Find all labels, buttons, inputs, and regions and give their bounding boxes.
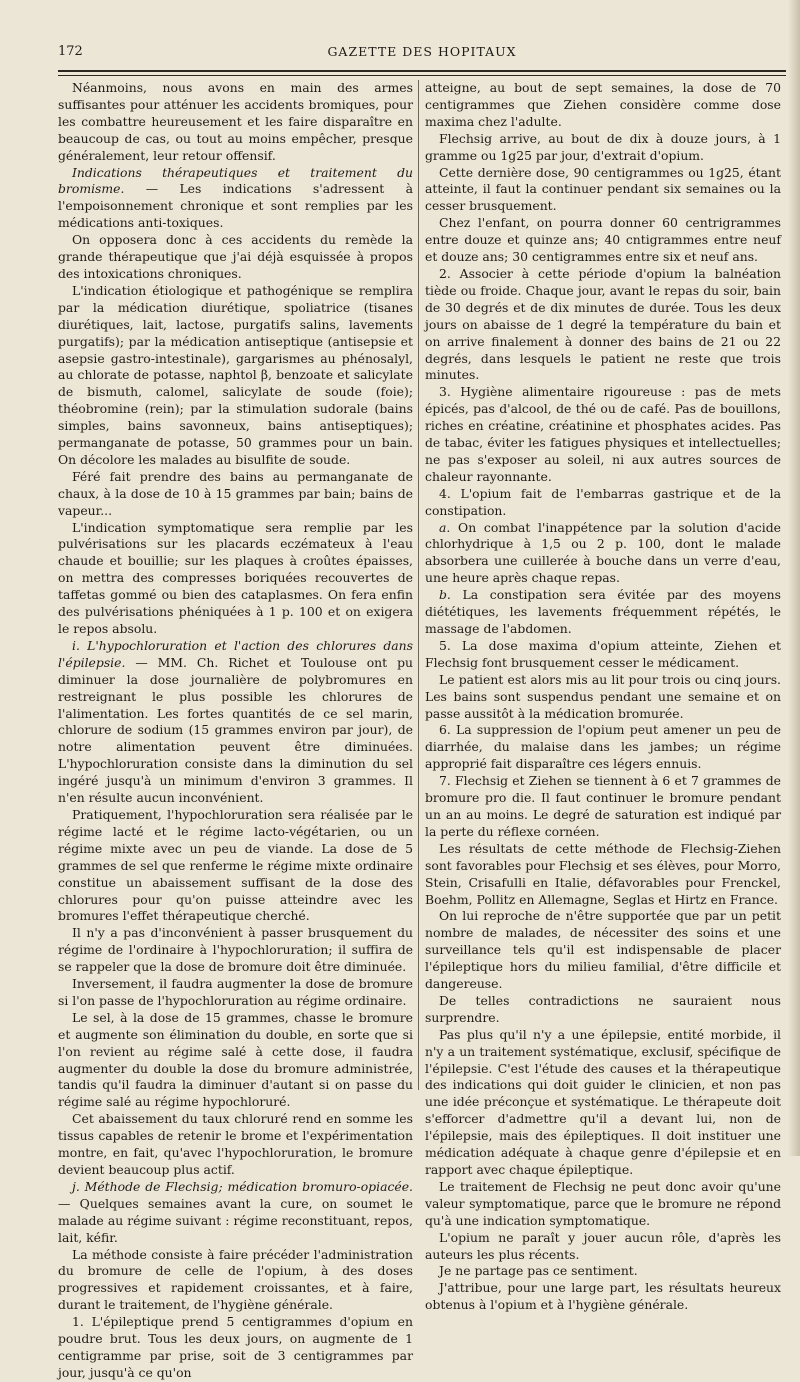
paragraph-lead: b.	[439, 587, 451, 603]
paragraph	[425, 993, 781, 1027]
paragraph	[425, 486, 781, 520]
paragraph-text: — Les indications s'adressent à l'empoisonnement chronique et sont remplies par les médications anti-toxiques.	[58, 181, 413, 231]
paragraph-text: Inversement, il faudra augmenter la dose de bromure si l'on passe de l'hypochloruration au régime ordinaire.	[58, 976, 413, 1008]
paragraph	[58, 807, 413, 925]
running-title: GAZETTE DES HOPITAUX	[327, 44, 517, 59]
paragraph	[58, 1247, 413, 1315]
page-edge	[788, 0, 800, 1156]
paragraph	[58, 1179, 413, 1247]
paragraph	[58, 976, 413, 1010]
paragraph-lead: a.	[439, 519, 451, 535]
paragraph	[425, 672, 781, 723]
paragraph-lead: j. Méthode de Flechsig; médication bromuro-opiacée.	[72, 1178, 413, 1194]
paragraph-text: Chez l'enfant, on pourra donner 60 centrigrammes entre douze et quinze ans; 40 cntigrammes entre neuf et douze ans; 30 centigrammes entre six et neuf ans.	[425, 215, 781, 265]
paragraph	[58, 1010, 413, 1111]
paragraph-text: On opposera donc à ces accidents du remède la grande thérapeutique que j'ai déjà esquissée à propos des intoxications chroniques.	[58, 232, 413, 281]
paragraph-text: Les résultats de cette méthode de Flechsig-Ziehen sont favorables pour Flechsig et ses élèves, pour Morro, Stein, Crisafulli en Italie, défavorables pour Frenckel, Boehm, Pollitz en Allemagne, Seglas et Hirtz en France.	[425, 840, 781, 907]
paragraph-text: Flechsig arrive, au bout de dix à douze jours, à 1 gramme ou 1g25 par jour, d'extrait d'opium.	[425, 130, 781, 163]
paragraph	[425, 165, 781, 216]
paragraph-text: On combat l'inappétence par la solution d'acide chlorhydrique à 1,5 ou 2 p. 100, dont le malade absorbera une cuillerée à bouche dans un verre d'eau, une heure après chaque repas.	[425, 519, 781, 586]
paragraph-text: La constipation sera évitée par des moyens diététiques, les lavements fréquemment répétés, le massage de l'abdomen.	[425, 587, 781, 636]
paragraph	[425, 384, 781, 485]
paragraph-text: L'indication symptomatique sera remplie par les pulvérisations sur les placards eczémateux à l'eau chaude et bouillie; sur les plaques à croûtes épaisses, on mettra des compresses boriquées recouvertes de taffetas gommé ou bien des cataplasmes. On fera enfin des pulvérisations phéniquées à 1 p. 100 et on exigera le repos absolu.	[58, 519, 413, 636]
paragraph-text: 5. La dose maxima d'opium atteinte, Ziehen et Flechsig font brusquement cesser le médicament.	[425, 637, 781, 670]
paragraph-lead: i. L'hypochloruration et l'action des chlorures dans l'épilepsie.	[58, 637, 413, 670]
paragraph-text: — Quelques semaines avant la cure, on soumet le malade au régime suivant : régime reconstituant, repos, lait, kéfir.	[58, 1195, 413, 1245]
paragraph-text: Je ne partage pas ce sentiment.	[439, 1263, 638, 1279]
paragraph	[58, 1314, 413, 1382]
paragraph-text: — MM. Ch. Richet et Toulouse ont pu diminuer la dose journalière de polybromures en restreignant le plus possible les chlorures de l'alimentation. Les fortes quantités de ce sel marin, chlorure de sodium (15 grammes environ par jour), de notre alimentation peuvent être diminuées. L'hypochloruration consiste dans la diminution du sel ingéré jusqu'à un minimum d'environ 3 grammes. Il n'en résulte aucun inconvénient.	[58, 654, 413, 806]
column-divider	[418, 80, 419, 1090]
paragraph	[58, 80, 413, 165]
paragraph-text: J'attribue, pour une large part, les résultats heureux obtenus à l'opium et à l'hygiène générale.	[425, 1280, 781, 1313]
page-number: 172	[58, 44, 83, 59]
paragraph	[58, 232, 413, 283]
paragraph	[425, 638, 781, 672]
paragraph-text: On lui reproche de n'être supportée que par un petit nombre de malades, de nécessiter des soins et une surveillance tels qu'il est indispensable de placer l'épileptique hors du milieu familial, d'être difficile et dangereuse.	[425, 908, 781, 992]
paragraph	[425, 587, 781, 638]
paragraph-text: La méthode consiste à faire précéder l'administration du bromure de celle de l'opium, à des doses progressives et rapidement croissantes, et à faire, durant le traitement, de l'hygiène générale.	[58, 1246, 413, 1313]
paragraph-text: Le traitement de Flechsig ne peut donc avoir qu'une valeur symptomatique, parce que le bromure ne répond qu'à une indication symptomatique.	[425, 1178, 781, 1228]
paragraph	[58, 638, 413, 807]
paragraph	[425, 131, 781, 165]
paragraph-text: 1. L'épileptique prend 5 centigrammes d'opium en poudre brut. Tous les deux jours, on augmente de 1 centigramme par prise, soit de 3 centigrammes par jour, jusqu'à ce qu'on	[58, 1314, 413, 1380]
right-column	[425, 80, 781, 1313]
paragraph	[58, 1111, 413, 1179]
header-rule-thick	[58, 70, 786, 72]
paragraph	[425, 80, 781, 131]
paragraph-text: Le patient est alors mis au lit pour trois ou cinq jours. Les bains sont suspendus pendant une semaine et on passe aussitôt à la médication bromurée.	[425, 671, 781, 721]
paragraph	[58, 165, 413, 233]
paragraph-text: Néanmoins, nous avons en main des armes suffisantes pour atténuer les accidents bromiques, pour les combattre heureusement et les faire disparaître en beaucoup de cas, ou tout au moins empêcher, presque généralement, leur retour offensif.	[58, 80, 413, 163]
left-column	[58, 80, 413, 1380]
paragraph	[58, 925, 413, 976]
paragraph	[425, 266, 781, 384]
paragraph-text: 3. Hygiène alimentaire rigoureuse : pas de mets épicés, pas d'alcool, de thé ou de café. Pas de bouillons, riches en créatine, créatinine et phosphates acides. Pas de tabac, éviter les fatigues physiques et intellectuelles; ne pas s'exposer au soleil, ni aux autres sources de chaleur rayonnante.	[425, 384, 781, 484]
paragraph	[425, 773, 781, 841]
paragraph-text: L'opium ne paraît y jouer aucun rôle, d'après les auteurs les plus récents.	[425, 1229, 781, 1262]
paragraph	[425, 1027, 781, 1179]
paragraph	[425, 1263, 781, 1280]
paragraph	[425, 722, 781, 773]
paragraph-text: Pratiquement, l'hypochloruration sera réalisée par le régime lacté et le régime lacto-végétarien, ou un régime mixte avec un peu de viande. La dose de 5 grammes de sel que renferme le régime mixte ordinaire constitue un abaissement suffisant de la dose des chlorures pour qu'on puisse atteindre avec les bromures l'effet thérapeutique cherché.	[58, 806, 413, 924]
paragraph-text: Le sel, à la dose de 15 grammes, chasse le bromure et augmente son élimination du double, en sorte que si l'on revient au régime salé à cette dose, il faudra augmenter du double la dose du bromure administrée, tandis qu'il faudra la diminuer d'autant si on passe du régime salé au régime hypochloruré.	[58, 1009, 413, 1110]
paragraph-text: atteigne, au bout de sept semaines, la dose de 70 centigrammes que Ziehen considère comme dose maxima chez l'adulte.	[425, 80, 781, 129]
paragraph-text: De telles contradictions ne sauraient nous surprendre.	[425, 992, 781, 1025]
paragraph	[425, 1179, 781, 1230]
paragraph	[425, 1280, 781, 1314]
paragraph-text: 6. La suppression de l'opium peut amener un peu de diarrhée, du malaise dans les jambes; un régime approprié fait disparaître ces légers ennuis.	[425, 722, 781, 772]
paragraph-text: 7. Flechsig et Ziehen se tiennent à 6 et 7 grammes de bromure pro die. Il faut continuer le bromure pendant un an au moins. Le degré de saturation est indiqué par la perte du réflexe cornéen.	[425, 773, 781, 839]
paragraph-text: Il n'y a pas d'inconvénient à passer brusquement du régime de l'ordinaire à l'hypochloruration; il suffira de se rappeler que la dose de bromure doit être diminuée.	[58, 925, 413, 975]
header-rule-thin	[58, 75, 786, 76]
page-header	[58, 42, 786, 62]
paragraph-text: 4. L'opium fait de l'embarras gastrique et de la constipation.	[425, 485, 781, 518]
paragraph-text: Pas plus qu'il n'y a une épilepsie, entité morbide, il n'y a un traitement systématique, exclusif, spécifique de l'épilepsie. C'est l'étude des causes et la thérapeutique des indications qui doit guider le clinicien, et non pas une idée préconçue et systématique. Le thérapeute doit s'efforcer d'admettre qu'il a devant lui, non de l'épilepsie, mais des épileptiques. Il doit instituer une médication adéquate à chaque genre d'épilepsie et en rapport avec chaque épileptique.	[425, 1026, 781, 1177]
paragraph	[425, 520, 781, 588]
paragraph-text: 2. Associer à cette période d'opium la balnéation tiède ou froide. Chaque jour, avant le repas du soir, bain de 30 degrés et de dix minutes de durée. Tous les deux jours on abaisse de 1 degré la température du bain et on arrive finalement à donner des bains de 21 ou 22 degrés, dans lesquels le patient ne reste que trois minutes.	[425, 265, 781, 383]
paragraph-text: Cet abaissement du taux chloruré rend en somme les tissus capables de retenir le brome et l'expérimentation montre, en fait, qu'avec l'hypochloruration, le bromure devient beaucoup plus actif.	[58, 1111, 413, 1177]
paragraph-text: Cette dernière dose, 90 centigrammes ou 1g25, étant atteinte, il faut la continuer pendant six semaines ou la cesser brusquement.	[425, 164, 781, 214]
paragraph-lead: Indications thérapeutiques et traitement du bromisme.	[58, 164, 413, 197]
paragraph	[58, 520, 413, 638]
paragraph	[425, 908, 781, 993]
paragraph	[58, 469, 413, 520]
paragraph	[425, 841, 781, 909]
paragraph	[425, 215, 781, 266]
paragraph	[425, 1230, 781, 1264]
paragraph-text: L'indication étiologique et pathogénique se remplira par la médication diurétique, spoliatrice (tisanes diurétiques, lait, lactose, purgatifs salins, lavements purgatifs); par la médication antiseptique (antisepsie et asepsie gastro-intestinale), gargarismes au phénosalyl, au chlorate de potasse, naphtol β, benzoate et salicylate de bismuth, calomel, salicylate de soude (foie); théobromine (rein); par la stimulation sudorale (bains simples, bains savonneux, bains antiseptiques); permanganate de potasse, 50 grammes pour un bain. On décolore les malades au bisulfite de soude.	[58, 282, 413, 467]
paragraph	[58, 283, 413, 469]
paragraph-text: Féré fait prendre des bains au permanganate de chaux, à la dose de 10 à 15 grammes par bain; bains de vapeur...	[58, 468, 413, 518]
